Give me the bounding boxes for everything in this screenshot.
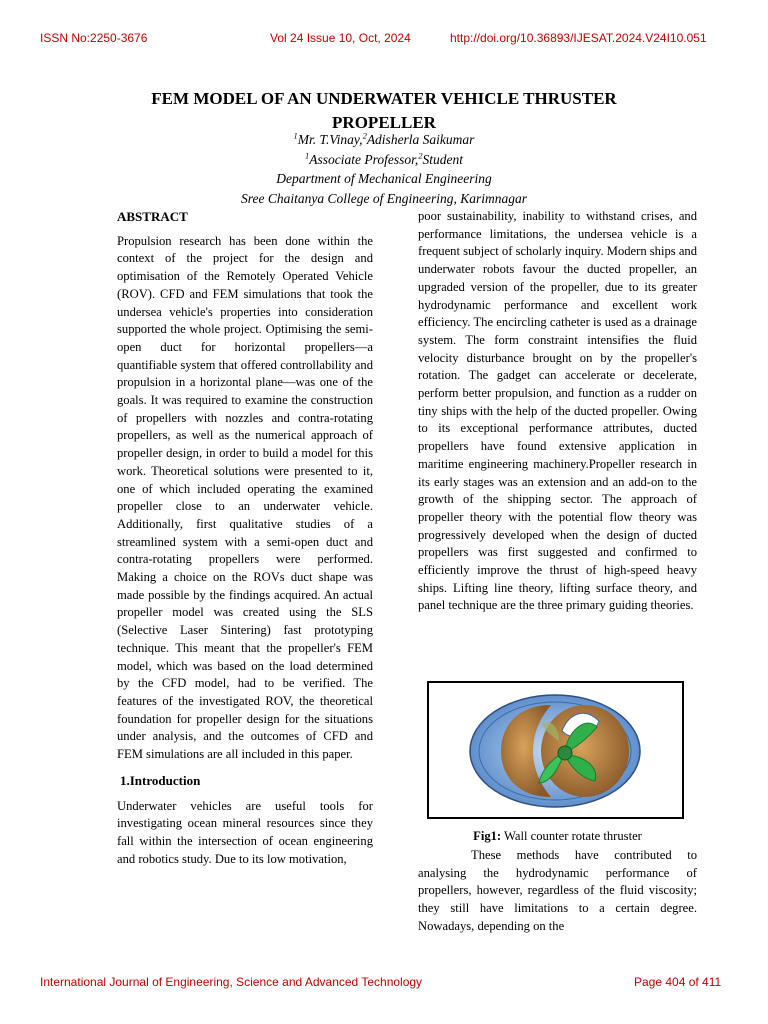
right-paragraph-1: poor sustainability, inability to withstand crises, and performance limitations, the undersea vehicle is a frequent subject of scholarly inquiry. Modern ships and underwater robots favour the ducted propeller, an upgraded version of the propeller, due to its greater hydrodynamic performance and excellent work efficiency. The encircling catheter is used as a drainage system. The form constraint intensifies the fluid velocity disturbance brought on by the propeller's rotation. The gadget can accelerate or decelerate, perform better propulsion, and function as a rudder on tiny ships with the help of the ducted propeller. Owing to its exceptional performance attributes, ducted propellers have found extensive application in maritime engineering machinery.Propeller research in its early stages was an extension and an add-on to the growth of the shipping sector. The approach of propeller theory with the potential flow theory was progressively developed when the design of ducted propellers was first suggested and confirmed to efficiently improve the thrust of high-speed heavy ships. Lifting line theory, lifting surface theory, and panel technique are the three primary guiding theories.	[418, 209, 697, 613]
right-column-lower	[418, 847, 697, 936]
figure-label: Fig1:	[473, 829, 502, 843]
title-line-2: PROPELLER	[332, 113, 436, 132]
abstract-heading: ABSTRACT	[117, 209, 188, 224]
introduction-text: Underwater vehicles are useful tools for investigating ocean mineral resources since they fall within the intersection of ocean engineering and robotics study. Due to its low motivation,	[117, 798, 373, 866]
author-department: Department of Mechanical Engineering	[276, 171, 492, 186]
figure-caption-text: Wall counter rotate thruster	[501, 829, 642, 843]
journal-name: International Journal of Engineering, Science and Advanced Technology	[40, 975, 423, 989]
page-number: Page 404 of 411	[634, 975, 722, 989]
author-roles: $^1$Associate Professor,$^2$Student	[305, 150, 463, 167]
title-line-1: FEM MODEL OF AN UNDERWATER VEHICLE THRUSTER	[151, 89, 617, 108]
propeller-hub	[558, 746, 572, 760]
abstract-text: Propulsion research has been done within the context of the project for the design and optimisation of the Remotely Operated Vehicle (ROV). CFD and FEM simulations that took the undersea vehicle's properties into consideration supported the whole project. Optimising the semi-open duct for horizontal propellers—a quantifiable system that offered controllability and propulsion in a horizontal plane—was one of the goals. It was required to examine the construction of propellers with nozzles and contra-rotating propellers, as well as the numerical approach of propeller design, in order to build a model for this work. Theoretical solutions were presented to it, one of which included operating the examined propeller close to an underwater vehicle. Additionally, first qualitative studies of a streamlined system with a semi-open duct and contra-rotating propellers were performed. Making a choice on the ROVs duct shape was made possible by the findings acquired. An actual propeller model was created using the SLS (Selective Laser Sintering) fast prototyping technique. This meant that the propeller's FEM model, which was based on the load determined by the CFD model, had to be verified. The features of the investigated ROV, the theoretical foundation for propeller design for the situations under analysis, and the outcomes of CFD and FEM simulations are all included in this paper.	[117, 233, 373, 762]
right-column	[418, 208, 697, 615]
doi-link[interactable]: http://doi.org/10.36893/IJESAT.2024.V24I10.051	[450, 31, 707, 45]
author-college: Sree Chaitanya College of Engineering, Karimnagar	[241, 190, 527, 206]
author-names: $^1$Mr. T.Vinay,$^2$Adisherla Saikumar	[293, 130, 475, 147]
paper-title	[0, 87, 768, 135]
issn-label: ISSN No:2250-3676	[40, 31, 148, 45]
volume-label: Vol 24 Issue 10, Oct, 2024	[270, 31, 411, 45]
author-block	[0, 130, 768, 208]
figure-1	[427, 681, 684, 819]
figure-caption	[418, 829, 697, 844]
left-column	[117, 208, 373, 868]
introduction-heading: 1.Introduction	[120, 772, 201, 788]
right-paragraph-2: These methods have contributed to analysing the hydrodynamic performance of propellers, however, regardless of the fluid viscosity; they still have limitations to a certain degree. Nowadays, depending on the	[418, 848, 697, 933]
thruster-illustration	[429, 683, 682, 817]
